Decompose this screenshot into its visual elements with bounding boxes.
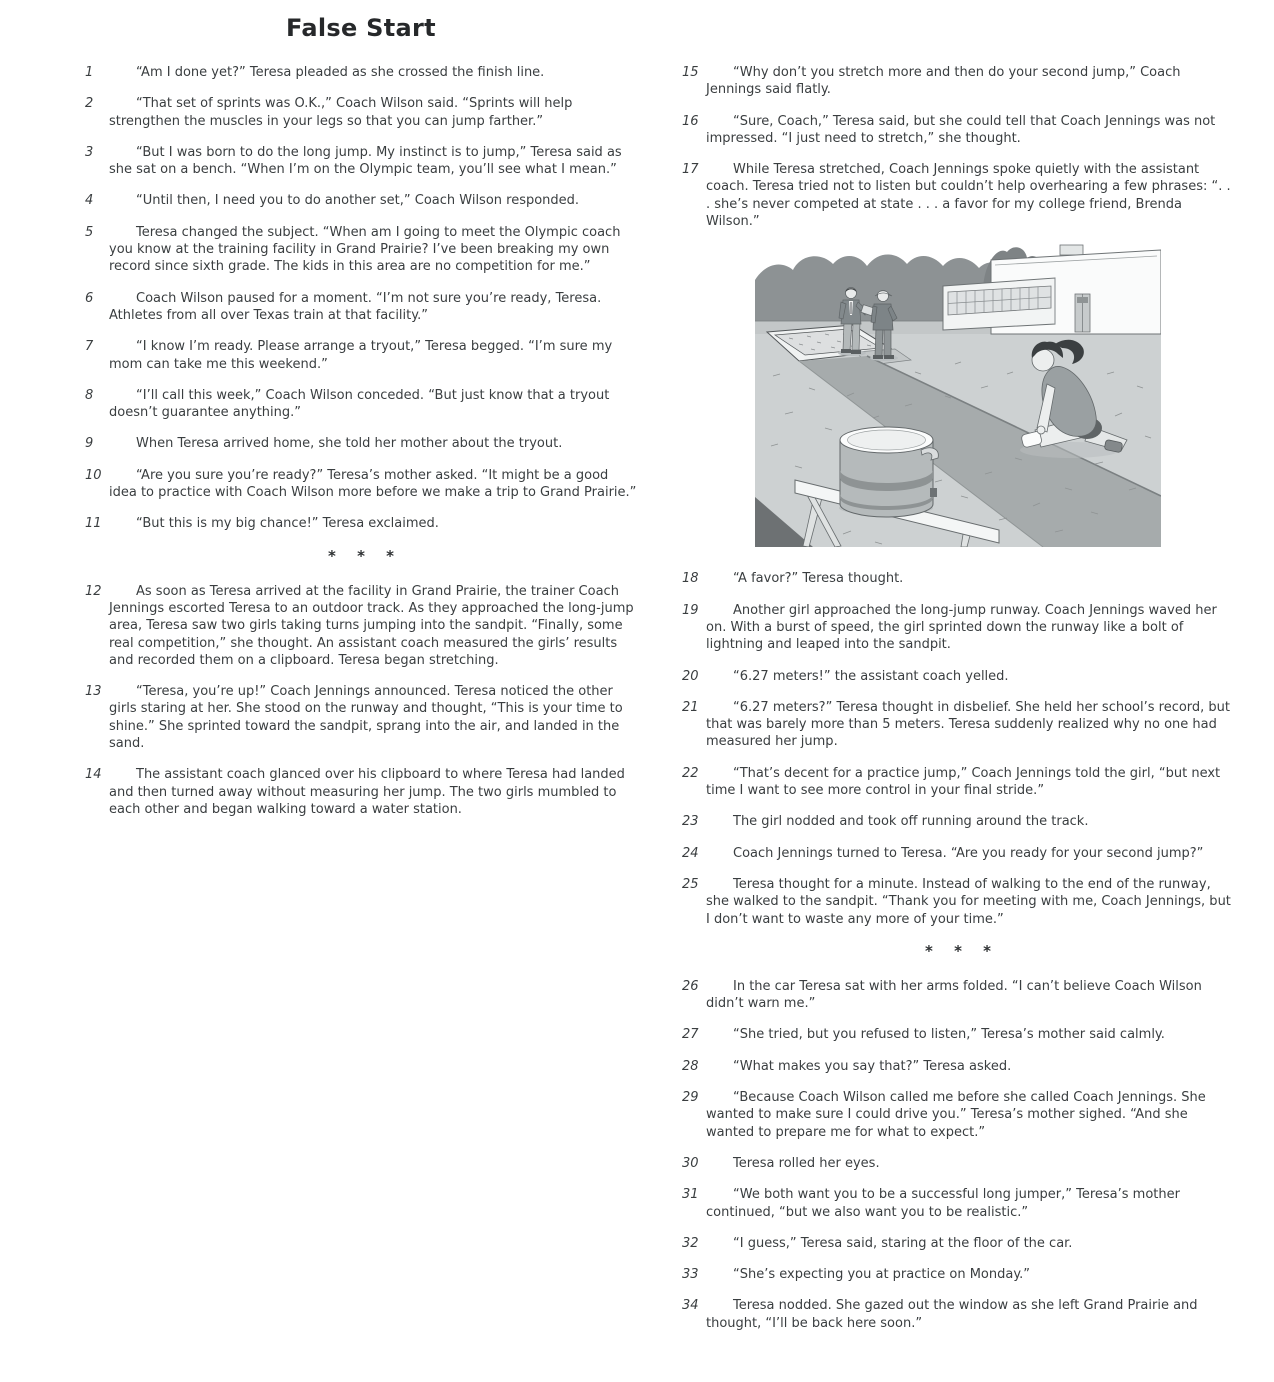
- paragraph: [682, 1266, 1234, 1283]
- paragraph: [85, 338, 637, 373]
- paragraph-text: In the car Teresa sat with her arms folded. “I can’t believe Coach Wilson didn’t warn me.”: [706, 978, 1202, 1012]
- paragraph: [682, 1026, 1234, 1043]
- paragraph-number: 7: [85, 339, 94, 355]
- paragraph: [682, 1155, 1234, 1172]
- paragraph-number: 31: [682, 1187, 699, 1203]
- paragraph-number: 2: [85, 96, 94, 112]
- paragraph-text: Coach Jennings turned to Teresa. “Are you ready for your second jump?”: [733, 845, 1204, 861]
- paragraph-text: “We both want you to be a successful long jumper,” Teresa’s mother continued, “but we also want you to be realistic.”: [706, 1187, 1180, 1220]
- paragraph-number: 15: [682, 65, 699, 80]
- paragraph-number: 24: [682, 845, 699, 861]
- paragraph-text: Another girl approached the long-jump runway. Coach Jennings waved her on. With a burst of speed, the girl sprinted down the runway like a bolt of lightning and leaped into the sandpit.: [706, 602, 1217, 653]
- paragraph-number: 12: [85, 583, 102, 599]
- paragraph-text: “Are you sure you’re ready?” Teresa’s mother asked. “It might be a good idea to practice with Coach Wilson more before we make a trip to Grand Prairie.”: [109, 467, 637, 501]
- paragraph-text: “That set of sprints was O.K.,” Coach Wilson said. “Sprints will help strengthen the muscles in your legs so that you can jump farther.”: [109, 96, 573, 129]
- paragraph: [85, 766, 637, 818]
- paragraph-text: “6.27 meters?” Teresa thought in disbelief. She held her school’s record, but that was barely more than 5 meters. Teresa suddenly realized why no one had measured her jump.: [706, 699, 1231, 750]
- paragraph-text: “I’ll call this week,” Coach Wilson conceded. “But just know that a tryout doesn’t guarantee anything.”: [109, 387, 610, 421]
- paragraph-text: “Until then, I need you to do another set,” Coach Wilson responded.: [136, 193, 580, 209]
- paragraph-number: 20: [682, 668, 699, 684]
- paragraph-text: As soon as Teresa arrived at the facility in Grand Prairie, the trainer Coach Jennings escorted Teresa to an outdoor track. As they approached the long-jump area, Teresa saw two girls taking turns jumping into the sandpit. “Finally, some real competition,” she thought. An assistant coach measured the girls’ results and recorded them on a clipboard. Teresa began stretching.: [109, 583, 634, 668]
- paragraph-number: 27: [682, 1027, 699, 1043]
- paragraph-text: “Teresa, you’re up!” Coach Jennings announced. Teresa noticed the other girls staring at her. She stood on the runway and thought, “This is your time to shine.” She sprinted toward the sandpit, sprang into the air, and landed in the sand.: [109, 684, 623, 752]
- paragraph-number: 25: [682, 876, 699, 892]
- paragraph-number: 13: [85, 684, 102, 700]
- paragraph-number: 18: [682, 571, 699, 587]
- paragraph-number: 4: [85, 193, 94, 209]
- paragraph: [682, 668, 1234, 685]
- paragraph: [682, 113, 1234, 148]
- paragraph-text: When Teresa arrived home, she told her mother about the tryout.: [136, 436, 563, 452]
- paragraph: [85, 387, 637, 422]
- paragraph-text: Teresa nodded. She gazed out the window as she left Grand Prairie and thought, “I’ll be back here soon.”: [706, 1298, 1198, 1331]
- paragraph: [85, 290, 637, 325]
- paragraph-number: 1: [85, 65, 94, 80]
- paragraph-text: “Am I done yet?” Teresa pleaded as she crossed the finish line.: [136, 65, 545, 80]
- paragraph: [85, 95, 637, 130]
- passage-title: False Start: [286, 14, 436, 42]
- paragraph-text: “I know I’m ready. Please arrange a tryout,” Teresa begged. “I’m sure my mom can take me this weekend.”: [109, 339, 613, 372]
- paragraph: [682, 845, 1234, 862]
- paragraph-text: “I guess,” Teresa said, staring at the floor of the car.: [733, 1235, 1073, 1251]
- paragraph-number: 28: [682, 1058, 699, 1074]
- paragraph: [85, 583, 637, 669]
- paragraph-number: 32: [682, 1235, 699, 1251]
- paragraph: [682, 699, 1234, 751]
- paragraph-text: “6.27 meters!” the assistant coach yelled.: [733, 668, 1009, 684]
- paragraph-text: Teresa thought for a minute. Instead of walking to the end of the runway, she walked to the sandpit. “Thank you for meeting with me, Coach Jennings, but I don’t want to waste any more of your time.”: [706, 876, 1231, 927]
- paragraph: [85, 683, 637, 752]
- paragraph-number: 33: [682, 1267, 699, 1283]
- paragraph-text: The assistant coach glanced over his clipboard to where Teresa had landed and then turned away without measuring her jump. The two girls mumbled to each other and began walking toward a water station.: [109, 767, 625, 817]
- paragraph-text: Teresa changed the subject. “When am I going to meet the Olympic coach you know at the training facility in Grand Prairie? I’ve been breaking my own record since sixth grade. The kids in this area are no competition for me.”: [109, 224, 621, 275]
- paragraph-number: 21: [682, 699, 699, 715]
- paragraph: [85, 515, 637, 532]
- illustration-track-scene: [755, 244, 1161, 547]
- paragraph-number: 8: [85, 387, 94, 403]
- paragraph: [682, 1089, 1234, 1141]
- paragraph-text: “But this is my big chance!” Teresa exclaimed.: [136, 516, 439, 532]
- paragraph: [85, 224, 637, 276]
- paragraph-text: “Why don’t you stretch more and then do your second jump,” Coach Jennings said flatly.: [706, 65, 1181, 98]
- paragraph-number: 34: [682, 1298, 699, 1314]
- paragraph-number: 5: [85, 224, 94, 240]
- paragraph-number: 29: [682, 1090, 699, 1106]
- paragraph-number: 23: [682, 814, 699, 830]
- paragraph-text: “She’s expecting you at practice on Monday.”: [733, 1267, 1031, 1283]
- paragraph-number: 10: [85, 467, 102, 483]
- paragraph: [682, 570, 1234, 587]
- section-break: * * *: [328, 546, 402, 565]
- paragraph: [682, 1235, 1234, 1252]
- paragraph: [85, 64, 637, 81]
- paragraph: [682, 64, 1234, 99]
- paragraph-number: 16: [682, 113, 699, 129]
- paragraph-text: “What makes you say that?” Teresa asked.: [733, 1058, 1012, 1074]
- paragraph: [682, 813, 1234, 830]
- paragraph-text: “Because Coach Wilson called me before she called Coach Jennings. She wanted to make sure I could drive you.” Teresa’s mother sighed. “And she wanted to prepare me for what to expect.”: [706, 1090, 1206, 1140]
- right-column: [682, 12, 1234, 1382]
- paragraph: [682, 161, 1234, 230]
- paragraph: [682, 1058, 1234, 1075]
- paragraph: [682, 978, 1234, 1013]
- paragraph-number: 17: [682, 162, 699, 178]
- paragraph-number: 3: [85, 144, 94, 160]
- paragraph-number: 9: [85, 436, 94, 452]
- paragraph: [85, 144, 637, 179]
- paragraph-number: 30: [682, 1155, 699, 1171]
- paragraph-text: “She tried, but you refused to listen,” Teresa’s mother said calmly.: [733, 1027, 1165, 1043]
- paragraph: [682, 765, 1234, 800]
- paragraph-number: 11: [85, 516, 102, 532]
- paragraph-text: While Teresa stretched, Coach Jennings spoke quietly with the assistant coach. Teresa tried not to listen but couldn’t help overhearing a few phrases: “. . . she’s never competed at state . . . a favor for my college friend, Brenda Wilson.”: [706, 162, 1231, 230]
- paragraph: [85, 192, 637, 209]
- paragraph-text: The girl nodded and took off running around the track.: [733, 814, 1089, 830]
- section-break: * * *: [925, 941, 999, 960]
- paragraph-number: 26: [682, 978, 699, 994]
- paragraph-number: 14: [85, 767, 102, 783]
- paragraph: [682, 876, 1234, 928]
- left-column: [85, 12, 637, 1382]
- paragraph-text: “Sure, Coach,” Teresa said, but she could tell that Coach Jennings was not impressed. “I just need to stretch,” she thought.: [706, 113, 1216, 146]
- paragraph: [85, 467, 637, 502]
- paragraph-text: “But I was born to do the long jump. My instinct is to jump,” Teresa said as she sat on a bench. “When I’m on the Olympic team, you’ll see what I mean.”: [109, 144, 622, 178]
- paragraph: [85, 435, 637, 452]
- paragraph-number: 22: [682, 765, 699, 781]
- water-cooler: [839, 427, 938, 517]
- paragraph: [682, 1297, 1234, 1332]
- paragraph-text: “That’s decent for a practice jump,” Coach Jennings told the girl, “but next time I want to see more control in your final stride.”: [706, 765, 1221, 799]
- paragraph-text: “A favor?” Teresa thought.: [733, 571, 904, 587]
- paragraph-number: 6: [85, 290, 94, 306]
- paragraph-text: Teresa rolled her eyes.: [733, 1155, 880, 1171]
- paragraph: [682, 1186, 1234, 1221]
- paragraph: [682, 602, 1234, 654]
- paragraph-number: 19: [682, 602, 699, 618]
- paragraph-text: Coach Wilson paused for a moment. “I’m not sure you’re ready, Teresa. Athletes from all over Texas train at that facility.”: [109, 290, 602, 323]
